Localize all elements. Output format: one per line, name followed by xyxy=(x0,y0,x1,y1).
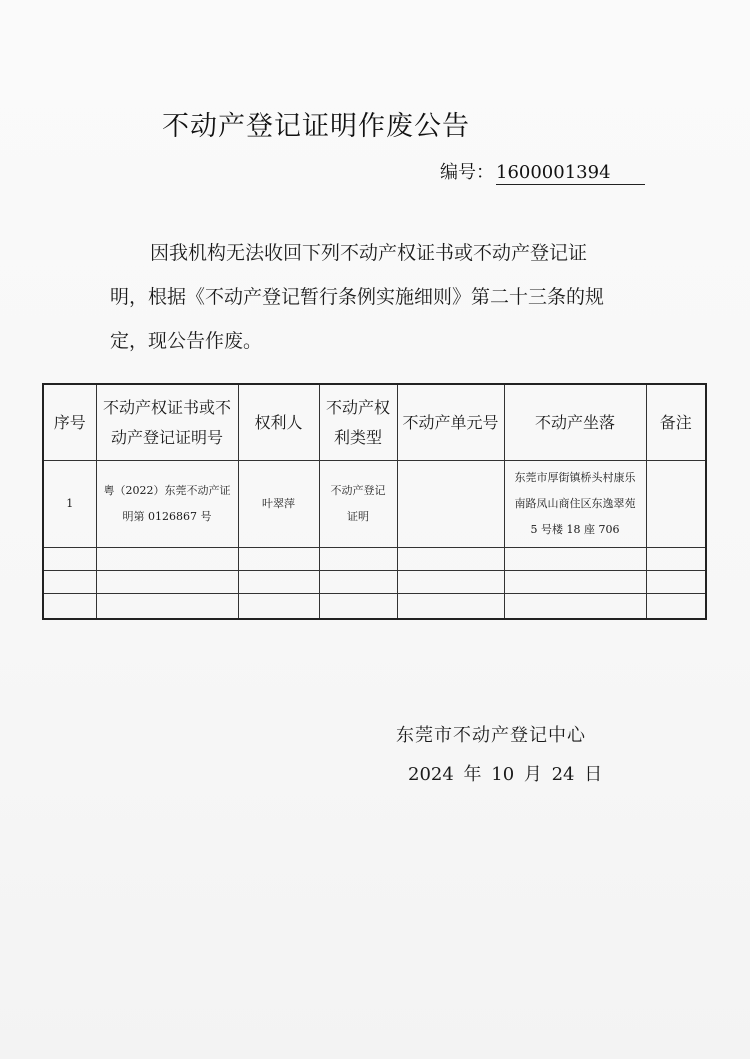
table-header-row xyxy=(43,384,706,461)
header-location: 不动产坐落 xyxy=(504,384,646,461)
header-unit-number: 不动产单元号 xyxy=(397,384,504,461)
cell-remark xyxy=(646,461,706,548)
header-certificate-number xyxy=(96,384,238,461)
cell-holder: 叶翠萍 xyxy=(238,461,319,548)
document-title: 不动产登记证明作废公告 xyxy=(162,111,470,142)
cell-location xyxy=(504,461,646,548)
cell-index: 1 xyxy=(43,461,96,548)
issuing-organization: 东莞市不动产登记中心 xyxy=(396,725,586,746)
cell-certificate-line-2: 明第 0126867 号 xyxy=(122,510,212,523)
table-row-empty xyxy=(43,594,706,620)
header-remark: 备注 xyxy=(646,384,706,461)
cell-right-type xyxy=(319,461,397,548)
cell-location-line-3: 5 号楼 18 座 706 xyxy=(530,523,620,536)
serial-number-line xyxy=(440,158,645,185)
cell-unit-number xyxy=(397,461,504,548)
serial-label: 编号： xyxy=(440,162,494,183)
cell-right-type-line-1: 不动产登记 xyxy=(330,484,386,497)
body-line-1: 因我机构无法收回下列不动产权证书或不动产登记证 xyxy=(150,242,588,264)
header-certificate-line-2: 动产登记证明号 xyxy=(110,427,223,447)
header-holder: 权利人 xyxy=(238,384,319,461)
header-certificate-line-1: 不动产权证书或不 xyxy=(102,397,231,417)
table-row xyxy=(43,461,706,548)
cell-location-line-2: 南路凤山商住区东逸翠苑 xyxy=(514,497,636,510)
header-right-type-line-2: 利类型 xyxy=(333,427,382,447)
issue-date: 2024 年 10 月 24 日 xyxy=(408,764,603,785)
cell-certificate-number xyxy=(96,461,238,548)
body-line-3: 定，现公告作废。 xyxy=(110,330,263,352)
cell-certificate-line-1: 粤（2022）东莞不动产证 xyxy=(103,484,231,497)
voided-certificates-table xyxy=(42,383,707,620)
serial-number: 1600001394 xyxy=(496,162,645,185)
table-row-empty xyxy=(43,548,706,571)
header-index: 序号 xyxy=(43,384,96,461)
header-right-type xyxy=(319,384,397,461)
announcement-body xyxy=(110,231,670,363)
body-line-2: 明，根据《不动产登记暂行条例实施细则》第二十三条的规 xyxy=(110,286,605,308)
cell-right-type-line-2: 证明 xyxy=(347,510,369,523)
cell-location-line-1: 东莞市厚街镇桥头村康乐 xyxy=(514,471,636,484)
header-right-type-line-1: 不动产权 xyxy=(325,397,390,417)
table-row-empty xyxy=(43,571,706,594)
